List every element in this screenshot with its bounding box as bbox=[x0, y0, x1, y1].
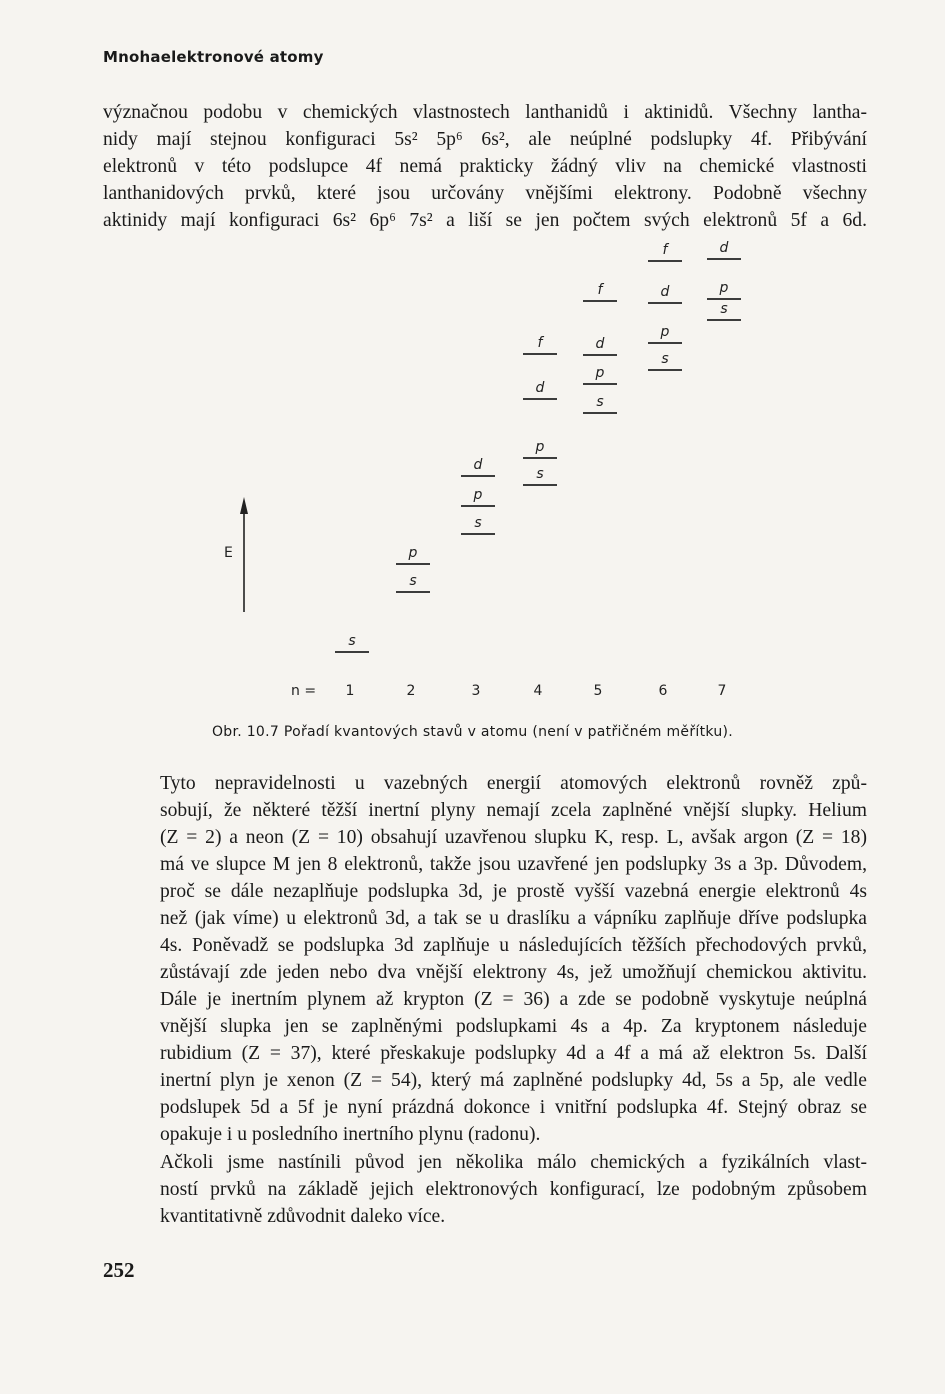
shell-column-4 bbox=[523, 335, 557, 485]
text-line: podslupek 5d a 5f je nyní prázdná dokonce i vnitřní podslupka 4f. Stejný obraz se bbox=[160, 1097, 867, 1118]
level-label-4d: d bbox=[535, 380, 545, 396]
shell-column-7 bbox=[707, 240, 741, 320]
level-label-6f: f bbox=[662, 242, 668, 258]
shell-column-2 bbox=[396, 545, 430, 592]
text-line: než (jak víme) u elektronů 3d, a tak se u draslíku a vápníku zaplňuje dříve podslupka bbox=[160, 908, 867, 929]
caption-number: Obr. 10.7 bbox=[211, 724, 280, 740]
running-title: Mnohaelektronové atomy bbox=[103, 48, 324, 66]
level-label-3d: d bbox=[473, 457, 483, 473]
text-line: (Z = 2) a neon (Z = 10) obsahují uzavřenou slupku K, resp. L, avšak argon (Z = 18) bbox=[160, 827, 867, 848]
level-label-6s: s bbox=[661, 351, 669, 367]
text-line: Dále je inertním plynem až krypton (Z = 36) a zde se podobně vyskytuje neúplná bbox=[160, 989, 867, 1010]
text-line: zůstávají zde jeden nebo dva vnější elektrony 4s, jež umožňují chemickou aktivitu. bbox=[160, 962, 867, 983]
shell-column-6 bbox=[648, 242, 682, 370]
text-line: aktinidy mají konfiguraci 6s² 6p⁶ 7s² a liší se jen počtem svých elektronů 5f a 6d. bbox=[103, 210, 867, 231]
level-label-4s: s bbox=[536, 466, 544, 482]
level-label-2s: s bbox=[409, 573, 417, 589]
level-label-6d: d bbox=[660, 284, 670, 300]
level-label-5f: f bbox=[597, 282, 603, 298]
text-line: má ve slupce M jen 8 elektronů, takže jsou uzavřené jen podslupky 3s a 3p. Důvodem, bbox=[160, 854, 867, 875]
n-value-5: 5 bbox=[593, 683, 603, 699]
shell-column-5 bbox=[583, 282, 617, 413]
text-line: inertní plyn je xenon (Z = 54), který má zaplněné podslupky 4d, 5s a 5p, ale vedle bbox=[160, 1070, 867, 1091]
level-label-5d: d bbox=[595, 336, 605, 352]
level-label-4p: p bbox=[535, 439, 545, 455]
text-line: opakuje i u posledního inertního plynu (radonu). bbox=[160, 1124, 541, 1145]
page-number: 252 bbox=[103, 1258, 135, 1282]
n-label: n = bbox=[291, 683, 317, 699]
paragraph-3 bbox=[103, 1149, 867, 1230]
shell-column-1 bbox=[335, 633, 369, 652]
text-line: proč se dále nezaplňuje podslupka 3d, je prostě vyšší vazebná energie elektronů 4s bbox=[160, 881, 867, 902]
text-line: nidy mají stejnou konfiguraci 5s² 5p⁶ 6s², ale neúplné podslupky 4f. Přibývání bbox=[103, 129, 867, 150]
text-line: význačnou podobu v chemických vlastnostech lanthanidů i aktinidů. Všechny lantha- bbox=[103, 102, 867, 123]
n-value-2: 2 bbox=[406, 683, 416, 699]
n-value-3: 3 bbox=[471, 683, 481, 699]
level-label-7s: s bbox=[720, 301, 728, 317]
level-label-7p: p bbox=[719, 280, 729, 296]
shell-column-3 bbox=[461, 457, 495, 534]
text-line: ností prvků na základě jejich elektronových konfigurací, lze podobným způsobem bbox=[160, 1179, 867, 1200]
n-value-4: 4 bbox=[533, 683, 543, 699]
paragraph-2 bbox=[103, 770, 867, 1148]
energy-axis-label: E bbox=[224, 545, 233, 561]
level-label-3p: p bbox=[473, 487, 483, 503]
level-label-4f: f bbox=[537, 335, 543, 351]
level-label-1s: s bbox=[348, 633, 356, 649]
energy-axis bbox=[224, 497, 248, 612]
level-label-7d: d bbox=[719, 240, 729, 256]
text-line: rubidium (Z = 37), které přeskakuje podslupky 4d a 4f a má až elektron 5s. Další bbox=[160, 1043, 867, 1064]
text-line: elektronů v této podslupce 4f nemá prakticky žádný vliv na chemické vlastnosti bbox=[103, 156, 867, 177]
figure-caption bbox=[0, 724, 945, 740]
level-label-2p: p bbox=[408, 545, 418, 561]
n-value-6: 6 bbox=[658, 683, 668, 699]
level-label-3s: s bbox=[474, 515, 482, 531]
quantum-number-row bbox=[291, 683, 726, 699]
text-line: vnější slupka jen se zaplněnými podslupkami 4s a 4p. Za kryptonem následuje bbox=[160, 1016, 867, 1037]
text-line: lanthanidových prvků, které jsou určovány vnějšími elektrony. Podobně všechny bbox=[103, 183, 867, 204]
level-label-5p: p bbox=[595, 365, 605, 381]
n-value-1: 1 bbox=[345, 683, 355, 699]
energy-levels bbox=[335, 240, 741, 652]
caption-text: Pořadí kvantových stavů v atomu (není v patřičném měřítku). bbox=[283, 724, 734, 740]
text-line: kvantitativně zdůvodnit daleko více. bbox=[160, 1206, 446, 1227]
text-line: 4s. Poněvadž se podslupka 3d zaplňuje u následujících těžších přechodových prvků, bbox=[160, 935, 867, 956]
level-label-5s: s bbox=[596, 394, 604, 410]
text-line: sobují, že některé těžší inertní plyny nemají zcela zaplněné vnější slupky. Helium bbox=[160, 800, 867, 821]
energy-axis-arrowhead bbox=[240, 497, 248, 514]
text-line: Tyto nepravidelnosti u vazebných energií atomových elektronů rovněž způ- bbox=[160, 773, 867, 794]
n-value-7: 7 bbox=[717, 683, 727, 699]
text-line: Ačkoli jsme nastínili původ jen několika málo chemických a fyzikálních vlast- bbox=[160, 1152, 867, 1173]
level-label-6p: p bbox=[660, 324, 670, 340]
